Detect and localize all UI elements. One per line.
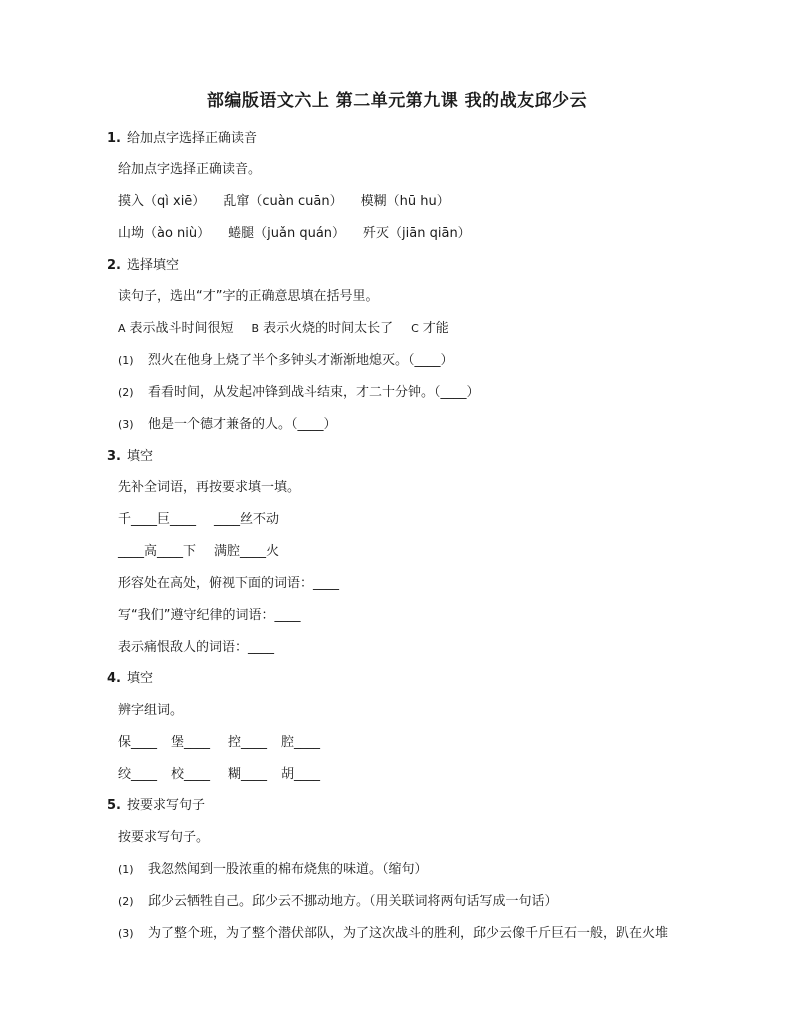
option-letter: C <box>411 322 419 335</box>
q4-instruction: 辨字组词。 <box>118 703 184 718</box>
char-word: 糊____ <box>228 767 268 782</box>
q5-item-2 <box>118 890 558 909</box>
pinyin-item: 模糊（hū hu） <box>360 194 450 209</box>
q2-item-2 <box>118 381 480 400</box>
item-text: 邱少云牺牲自己。邱少云不挪动地方。（用关联词将两句话写成一句话） <box>148 894 558 909</box>
q4-row-1 <box>118 731 320 750</box>
option-text: 表示火烧的时间太长了 <box>263 321 394 336</box>
char-word: 堡____ <box>171 735 211 750</box>
option-letter: B <box>251 322 260 335</box>
char-word: 腔____ <box>281 735 321 750</box>
item-number: (3) <box>118 927 134 940</box>
q1-row-2 <box>118 222 471 241</box>
question-number: 2. <box>107 258 121 273</box>
question-title: 填空 <box>126 449 153 464</box>
pinyin-item: 歼灭（jiān qiān） <box>363 226 471 241</box>
q5-item-1 <box>118 858 428 877</box>
question-number: 3. <box>107 449 121 464</box>
q3-instruction: 先补全词语，再按要求填一填。 <box>118 480 301 495</box>
question-1-heading <box>107 127 257 146</box>
q4-row-2 <box>118 763 320 782</box>
q2-options <box>118 317 449 336</box>
item-text: 为了整个班，为了整个潜伏部队，为了这次战斗的胜利，邱少云像千斤巨石一般，趴在火堆 <box>148 926 669 941</box>
pinyin-item: 摸入（qì xiē） <box>118 194 206 209</box>
question-4-heading <box>107 667 153 686</box>
page-title: 部编版语文六上 第二单元第九课 我的战友邱少云 <box>206 91 588 111</box>
pinyin-item: 乱窜（cuàn cuān） <box>223 194 343 209</box>
item-number: (1) <box>118 863 134 876</box>
q3-row-1 <box>118 508 279 527</box>
fill-word: ____高____下 <box>118 544 197 559</box>
item-number: (3) <box>118 418 134 431</box>
char-word: 校____ <box>171 767 211 782</box>
option-text: 才能 <box>422 321 449 336</box>
q1-instruction: 给加点字选择正确读音。 <box>118 162 262 177</box>
item-number: (2) <box>118 895 134 908</box>
question-title: 按要求写句子 <box>126 798 205 813</box>
question-title: 选择填空 <box>126 258 179 273</box>
q5-item-3 <box>118 922 668 941</box>
q1-row-1 <box>118 190 450 209</box>
item-number: (2) <box>118 386 134 399</box>
q3-line-1: 形容处在高处，俯视下面的词语：____ <box>118 576 340 591</box>
q3-line-3: 表示痛恨敌人的词语：____ <box>118 640 275 655</box>
char-word: 绞____ <box>118 767 158 782</box>
q2-item-3 <box>118 413 337 432</box>
pinyin-item: 山坳（ào niù） <box>118 226 211 241</box>
char-word: 胡____ <box>281 767 321 782</box>
item-text: 他是一个德才兼备的人。（____） <box>148 417 337 432</box>
q2-item-1 <box>118 349 454 368</box>
item-text: 看看时间，从发起冲锋到战斗结束，才二十分钟。（____） <box>148 385 480 400</box>
question-title: 填空 <box>126 671 153 686</box>
char-word: 控____ <box>228 735 268 750</box>
fill-word: ____丝不动 <box>214 512 280 527</box>
question-title: 给加点字选择正确读音 <box>126 131 257 146</box>
pinyin-item: 蜷腿（juǎn quán） <box>228 226 346 241</box>
item-text: 烈火在他身上烧了半个多钟头才渐渐地熄灭。（____） <box>148 353 454 368</box>
q3-line-2: 写“我们”遵守纪律的词语：____ <box>118 608 301 623</box>
question-number: 4. <box>107 671 121 686</box>
fill-word: 满腔____火 <box>214 544 280 559</box>
question-2-heading <box>107 254 179 273</box>
fill-word: 千____巨____ <box>118 512 197 527</box>
question-number: 5. <box>107 798 121 813</box>
question-5-heading <box>107 794 205 813</box>
item-text: 我忽然闻到一股浓重的棉布烧焦的味道。（缩句） <box>148 862 428 877</box>
q5-instruction: 按要求写句子。 <box>118 830 210 845</box>
option-letter: A <box>118 322 126 335</box>
q3-row-2 <box>118 540 279 559</box>
item-number: (1) <box>118 354 134 367</box>
option-text: 表示战斗时间很短 <box>129 321 234 336</box>
question-number: 1. <box>107 131 121 146</box>
q2-instruction: 读句子，选出“才”字的正确意思填在括号里。 <box>118 289 379 304</box>
question-3-heading <box>107 445 153 464</box>
char-word: 保____ <box>118 735 158 750</box>
